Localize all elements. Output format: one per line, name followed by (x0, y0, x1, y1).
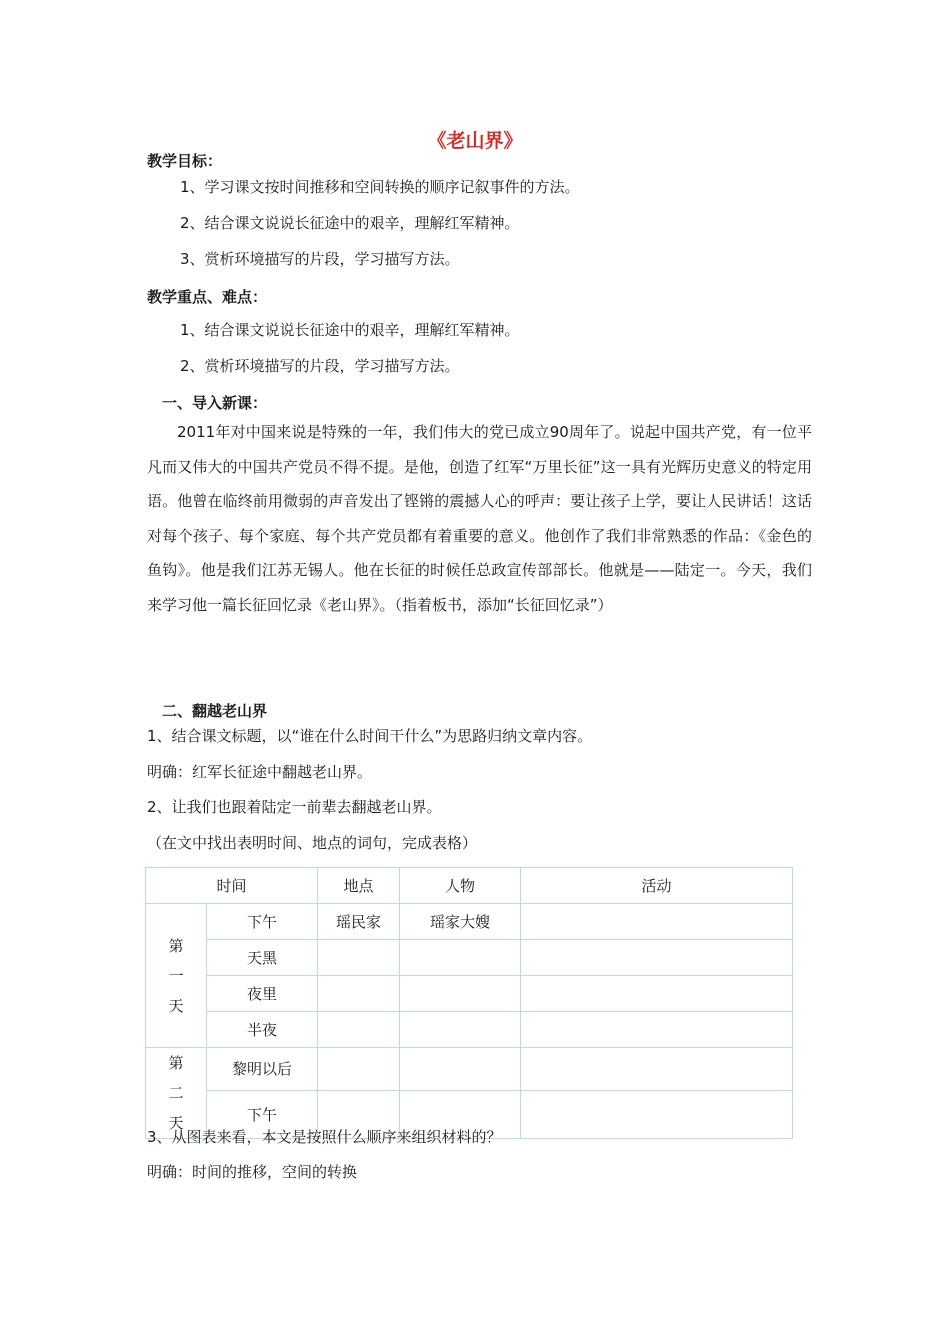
header-person: 人物 (400, 868, 521, 904)
header-activity: 活动 (521, 868, 793, 904)
cell-person (400, 1048, 521, 1091)
cell-time: 下午 (207, 1090, 318, 1138)
cell-activity (521, 904, 793, 940)
cell-time: 黎明以后 (207, 1048, 318, 1091)
table-row (146, 904, 793, 940)
cell-time: 半夜 (207, 1012, 318, 1048)
day2-label: 第 二 天 (146, 1048, 207, 1139)
intro-paragraph-text: 2011年对中国来说是特殊的一年，我们伟大的党已成立90周年了。说起中国共产党，有一位平凡而又伟大的中国共产党员不得不提。是他，创造了红军“万里长征”这一具有光辉历史意义的特定用语。他曾在临终前用微弱的声音发出了铿锵的震撼人心的呼声：要让孩子上学，要让人民讲话！这话对每个孩子、每个家庭、每个共产党员都有着重要的意义。他创作了我们非常熟悉的作品：《金色的鱼钩》。他是我们江苏无锡人。他在长征的时候任总政宣传部部长。他就是——陆定一。今天，我们来学习他一篇长征回忆录《老山界》。（指着板书，添加“长征回忆录”） (147, 423, 812, 614)
cell-person (400, 976, 521, 1012)
key-point-item: 2、赏析环境描写的片段，学习描写方法。 (180, 357, 460, 375)
cell-time: 夜里 (207, 976, 318, 1012)
cell-activity (521, 1090, 793, 1138)
header-place: 地点 (318, 868, 400, 904)
timeline-table (145, 867, 793, 1139)
table-row (146, 1048, 793, 1091)
section2-heading: 二、翻越老山界 (162, 702, 268, 720)
goal-item: 3、赏析环境描写的片段，学习描写方法。 (180, 250, 460, 268)
section2-line: 2、让我们也跟着陆定一前辈去翻越老山界。 (147, 798, 442, 816)
table-header-row (146, 868, 793, 904)
goals-heading: 教学目标： (147, 152, 223, 170)
cell-activity (521, 1012, 793, 1048)
cell-activity (521, 940, 793, 976)
goal-item: 2、结合课文说说长征途中的艰辛，理解红军精神。 (180, 214, 520, 232)
answer-line: 明确：时间的推移，空间的转换 (147, 1163, 358, 1181)
cell-place: 瑶民家 (318, 904, 400, 940)
cell-person (400, 1012, 521, 1048)
intro-paragraph (147, 415, 812, 622)
cell-place (318, 1012, 400, 1048)
page-title: 《老山界》 (427, 130, 523, 152)
key-points-heading: 教学重点、难点： (147, 288, 268, 306)
cell-place (318, 976, 400, 1012)
section2-line: 1、结合课文标题，以“谁在什么时间干什么”为思路归纳文章内容。 (147, 727, 593, 745)
question-line: 3、从图表来看，本文是按照什么顺序来组织材料的？ (147, 1128, 502, 1146)
table-row (146, 976, 793, 1012)
cell-place (318, 940, 400, 976)
section1-heading: 一、导入新课： (162, 394, 268, 412)
table-row (146, 940, 793, 976)
cell-time: 下午 (207, 904, 318, 940)
header-time: 时间 (146, 868, 318, 904)
cell-activity (521, 1048, 793, 1091)
goal-item: 1、学习课文按时间推移和空间转换的顺序记叙事件的方法。 (180, 178, 580, 196)
section2-line: （在文中找出表明时间、地点的词句，完成表格） (147, 834, 478, 852)
day1-label: 第 一 天 (146, 904, 207, 1048)
cell-person: 瑶家大嫂 (400, 904, 521, 940)
cell-place (318, 1048, 400, 1091)
section2-line: 明确：红军长征途中翻越老山界。 (147, 763, 373, 781)
key-point-item: 1、结合课文说说长征途中的艰辛，理解红军精神。 (180, 321, 520, 339)
cell-person (400, 940, 521, 976)
cell-time: 天黑 (207, 940, 318, 976)
cell-activity (521, 976, 793, 1012)
table-row (146, 1012, 793, 1048)
